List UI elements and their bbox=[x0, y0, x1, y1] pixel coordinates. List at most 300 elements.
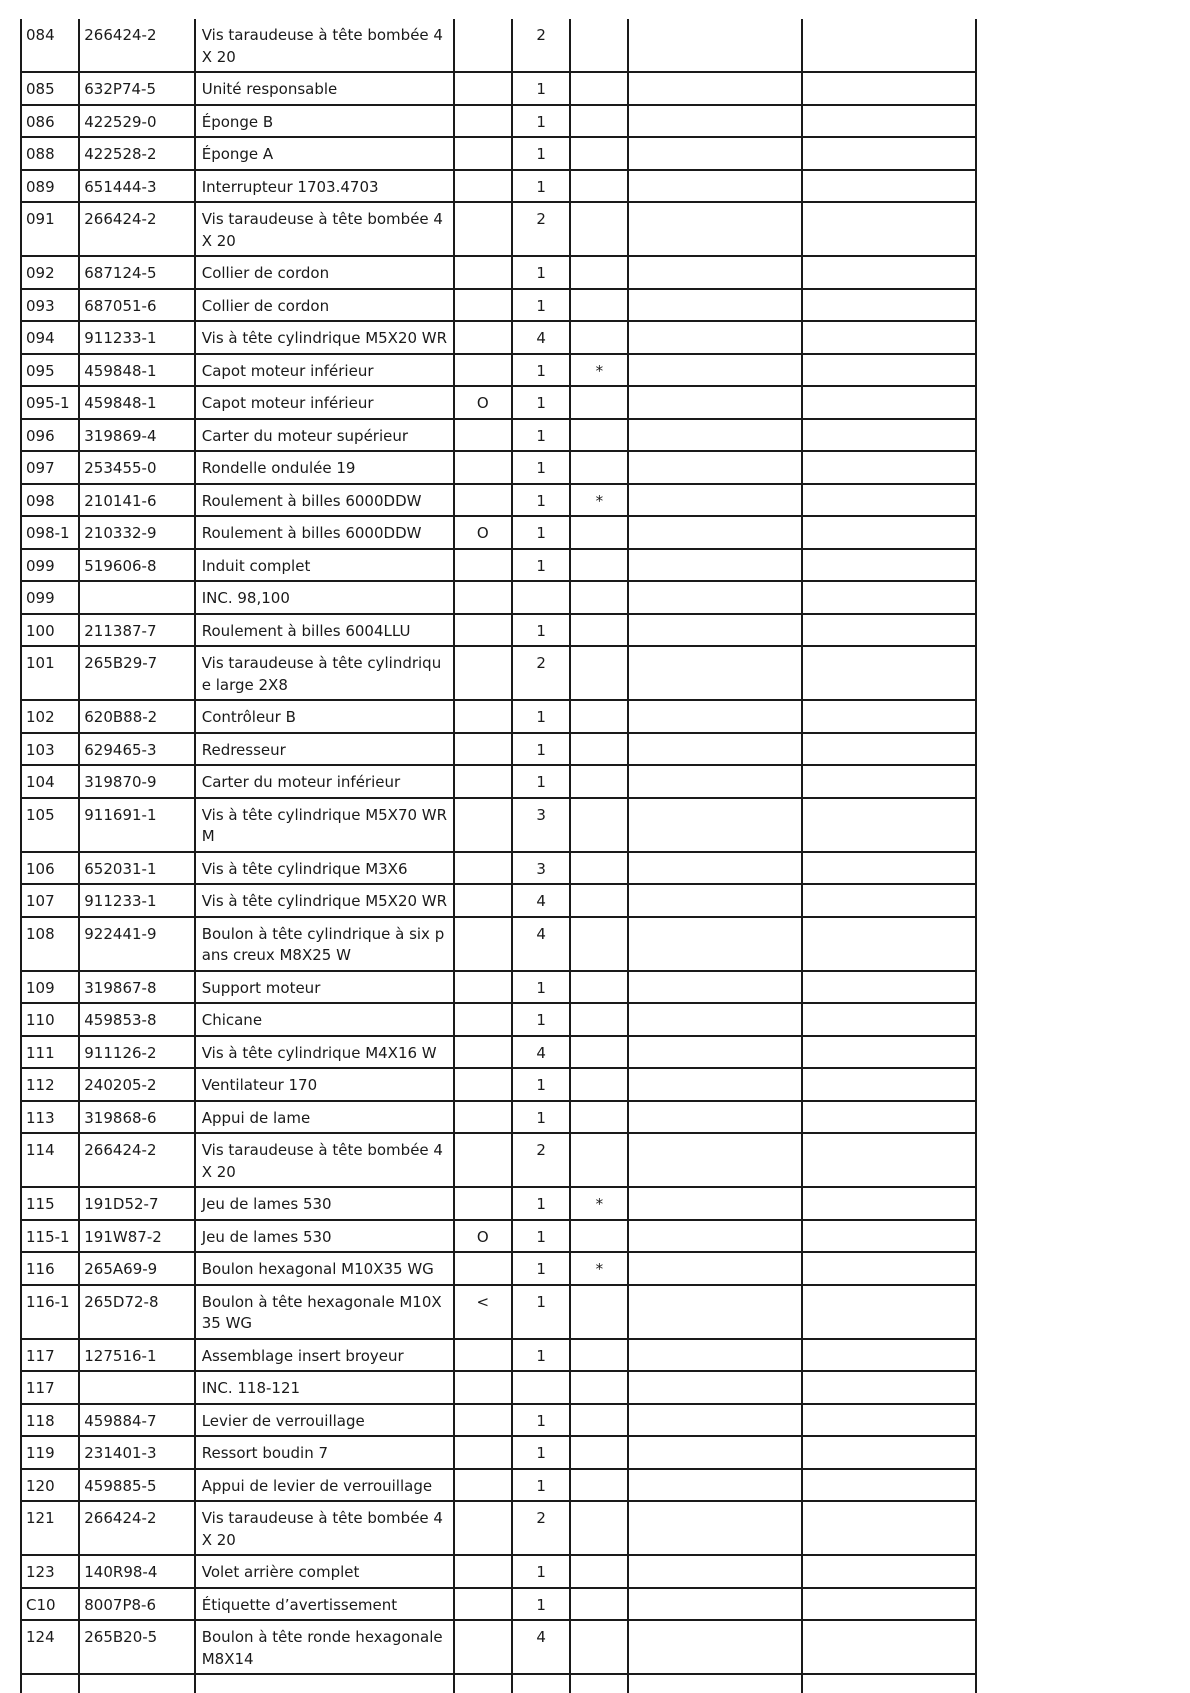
empty-cell bbox=[628, 386, 802, 419]
description-cell bbox=[195, 202, 454, 256]
asterisk-cell bbox=[570, 1068, 628, 1101]
description-cell bbox=[195, 917, 454, 971]
part-number-cell: 911691-1 bbox=[79, 798, 194, 852]
indicator-cell bbox=[454, 484, 512, 517]
part-number-cell: 265D72-8 bbox=[79, 1285, 194, 1339]
empty-cell bbox=[802, 1187, 976, 1220]
asterisk-cell bbox=[570, 451, 628, 484]
table-row bbox=[21, 646, 976, 700]
quantity-cell: 4 bbox=[512, 884, 570, 917]
indicator-cell bbox=[454, 614, 512, 647]
description-cell bbox=[195, 700, 454, 733]
description-cell bbox=[195, 581, 454, 614]
quantity-cell: 1 bbox=[512, 1588, 570, 1621]
description-cell bbox=[195, 614, 454, 647]
quantity-cell: 1 bbox=[512, 733, 570, 766]
part-number-cell: 422529-0 bbox=[79, 105, 194, 138]
asterisk-cell: * bbox=[570, 484, 628, 517]
item-number-cell: 091 bbox=[21, 202, 79, 256]
table-row bbox=[21, 451, 976, 484]
empty-cell bbox=[628, 700, 802, 733]
indicator-cell bbox=[454, 646, 512, 700]
table-row bbox=[21, 1501, 976, 1555]
description-cell bbox=[195, 733, 454, 766]
description-cell bbox=[195, 1068, 454, 1101]
part-number-cell: 911233-1 bbox=[79, 321, 194, 354]
empty-cell bbox=[628, 917, 802, 971]
table-row bbox=[21, 1620, 976, 1674]
item-number-cell: 095-1 bbox=[21, 386, 79, 419]
description-cell bbox=[195, 321, 454, 354]
item-number-cell: 096 bbox=[21, 419, 79, 452]
description-text: Éponge A bbox=[201, 145, 274, 163]
empty-cell bbox=[802, 581, 976, 614]
part-number-cell: 422528-2 bbox=[79, 137, 194, 170]
empty-cell bbox=[802, 1469, 976, 1502]
asterisk-cell bbox=[570, 700, 628, 733]
quantity-cell: 1 bbox=[512, 614, 570, 647]
description-text: Boulon à tête hexagonale M10X35 WG bbox=[201, 1292, 442, 1332]
indicator-cell bbox=[454, 884, 512, 917]
empty-cell bbox=[628, 1436, 802, 1469]
empty-cell bbox=[802, 170, 976, 203]
empty-cell bbox=[802, 516, 976, 549]
empty-cell bbox=[628, 1187, 802, 1220]
empty-cell bbox=[802, 1501, 976, 1555]
part-number-cell bbox=[79, 1371, 194, 1404]
empty-cell bbox=[628, 451, 802, 484]
empty-cell bbox=[628, 1588, 802, 1621]
table-row bbox=[21, 386, 976, 419]
description-cell bbox=[195, 72, 454, 105]
table-row bbox=[21, 202, 976, 256]
empty-cell bbox=[628, 1555, 802, 1588]
item-number-cell: 088 bbox=[21, 137, 79, 170]
part-number-cell: 687051-6 bbox=[79, 289, 194, 322]
empty-cell bbox=[802, 917, 976, 971]
description-text: Vis à tête cylindrique M5X20 WR bbox=[201, 329, 448, 347]
empty-cell bbox=[802, 1404, 976, 1437]
part-number-cell: 632P74-5 bbox=[79, 72, 194, 105]
table-row bbox=[21, 72, 976, 105]
empty-cell bbox=[628, 1501, 802, 1555]
indicator-cell bbox=[454, 1036, 512, 1069]
empty-cell bbox=[802, 1620, 976, 1674]
quantity-cell: 2 bbox=[512, 646, 570, 700]
description-text: Boulon à tête cylindrique à six pans creux M8X25 W bbox=[201, 924, 445, 964]
part-number-cell: 210141-6 bbox=[79, 484, 194, 517]
description-text: Roulement à billes 6000DDW bbox=[201, 524, 422, 542]
quantity-cell: 1 bbox=[512, 419, 570, 452]
empty-cell bbox=[628, 1404, 802, 1437]
indicator-cell bbox=[454, 971, 512, 1004]
item-number-cell: C10 bbox=[21, 1588, 79, 1621]
empty-cell bbox=[628, 1285, 802, 1339]
part-number-cell: 319869-4 bbox=[79, 419, 194, 452]
asterisk-cell bbox=[570, 1501, 628, 1555]
indicator-cell bbox=[454, 765, 512, 798]
part-number-cell: 231401-3 bbox=[79, 1436, 194, 1469]
item-number-cell: 103 bbox=[21, 733, 79, 766]
part-number-cell: 191W87-2 bbox=[79, 1220, 194, 1253]
table-row bbox=[21, 1674, 976, 1693]
indicator-cell bbox=[454, 354, 512, 387]
table-row bbox=[21, 321, 976, 354]
item-number-cell: 107 bbox=[21, 884, 79, 917]
item-number-cell: 093 bbox=[21, 289, 79, 322]
item-number-cell: 116-1 bbox=[21, 1285, 79, 1339]
item-number-cell: 112 bbox=[21, 1068, 79, 1101]
asterisk-cell bbox=[570, 516, 628, 549]
quantity-cell: 1 bbox=[512, 1068, 570, 1101]
item-number-cell: 098 bbox=[21, 484, 79, 517]
table-row bbox=[21, 354, 976, 387]
empty-cell bbox=[628, 646, 802, 700]
description-text: Contrôleur B bbox=[201, 708, 296, 726]
empty-cell bbox=[802, 105, 976, 138]
description-text: Appui de lame bbox=[201, 1108, 311, 1127]
indicator-cell bbox=[454, 1068, 512, 1101]
empty-cell bbox=[802, 1003, 976, 1036]
indicator-cell bbox=[454, 72, 512, 105]
table-row bbox=[21, 733, 976, 766]
item-number-cell: 092 bbox=[21, 256, 79, 289]
asterisk-cell bbox=[570, 170, 628, 203]
quantity-cell: 1 bbox=[512, 1003, 570, 1036]
quantity-cell: 1 bbox=[512, 72, 570, 105]
description-text: Roulement à billes 6004LLU bbox=[201, 621, 411, 640]
quantity-cell: 1 bbox=[512, 765, 570, 798]
asterisk-cell bbox=[570, 1036, 628, 1069]
description-text: Collier de cordon bbox=[201, 264, 330, 282]
empty-cell bbox=[628, 202, 802, 256]
empty-cell bbox=[802, 321, 976, 354]
quantity-cell bbox=[512, 581, 570, 614]
description-cell bbox=[195, 1133, 454, 1187]
indicator-cell bbox=[454, 419, 512, 452]
item-number-cell: 115-1 bbox=[21, 1220, 79, 1253]
empty-cell bbox=[802, 884, 976, 917]
empty-cell bbox=[802, 289, 976, 322]
item-number-cell: 113 bbox=[21, 1101, 79, 1134]
asterisk-cell bbox=[570, 1101, 628, 1134]
empty-cell bbox=[802, 1339, 976, 1372]
part-number-cell: 211387-7 bbox=[79, 614, 194, 647]
description-cell bbox=[195, 1101, 454, 1134]
asterisk-cell bbox=[570, 289, 628, 322]
table-row bbox=[21, 884, 976, 917]
part-number-cell: 127516-1 bbox=[79, 1339, 194, 1372]
item-number-cell: 098-1 bbox=[21, 516, 79, 549]
empty-cell bbox=[628, 1339, 802, 1372]
indicator-cell bbox=[454, 321, 512, 354]
quantity-cell: 1 bbox=[512, 1220, 570, 1253]
asterisk-cell bbox=[570, 646, 628, 700]
description-text: Étiquette d’avertissement bbox=[201, 1595, 398, 1614]
table-row bbox=[21, 1436, 976, 1469]
indicator-cell bbox=[454, 1101, 512, 1134]
item-number-cell: 099 bbox=[21, 549, 79, 582]
empty-cell bbox=[628, 1068, 802, 1101]
part-number-cell: 8007P8-6 bbox=[79, 1588, 194, 1621]
table-row bbox=[21, 1371, 976, 1404]
description-cell bbox=[195, 19, 454, 72]
quantity-cell: 1 bbox=[512, 484, 570, 517]
empty-cell bbox=[628, 484, 802, 517]
description-cell bbox=[195, 1036, 454, 1069]
quantity-cell: 2 bbox=[512, 1501, 570, 1555]
asterisk-cell bbox=[570, 1003, 628, 1036]
part-number-cell: 519606-8 bbox=[79, 549, 194, 582]
empty-cell bbox=[628, 1101, 802, 1134]
part-number-cell: 240205-2 bbox=[79, 1068, 194, 1101]
asterisk-cell bbox=[570, 386, 628, 419]
part-number-cell: 459848-1 bbox=[79, 386, 194, 419]
quantity-cell: 4 bbox=[512, 321, 570, 354]
indicator-cell bbox=[454, 798, 512, 852]
description-text: Jeu de lames 530 bbox=[201, 1195, 332, 1213]
part-number-cell: 319870-9 bbox=[79, 765, 194, 798]
indicator-cell bbox=[454, 1371, 512, 1404]
description-text: Volet arrière complet bbox=[201, 1563, 360, 1581]
part-number-cell: 140R98-4 bbox=[79, 1555, 194, 1588]
table-row bbox=[21, 289, 976, 322]
description-cell bbox=[195, 549, 454, 582]
description-cell bbox=[195, 1501, 454, 1555]
empty-cell bbox=[628, 1674, 802, 1693]
description-cell bbox=[195, 484, 454, 517]
table-row bbox=[21, 1588, 976, 1621]
description-text: Vis taraudeuse à tête bombée 4X 20 bbox=[201, 26, 443, 66]
item-number-cell: 123 bbox=[21, 1555, 79, 1588]
description-text: Ventilateur 170 bbox=[201, 1076, 318, 1094]
empty-cell bbox=[802, 549, 976, 582]
indicator-cell bbox=[454, 1555, 512, 1588]
description-cell bbox=[195, 852, 454, 885]
indicator-cell bbox=[454, 549, 512, 582]
empty-cell bbox=[628, 1036, 802, 1069]
part-number-cell: 629465-3 bbox=[79, 733, 194, 766]
empty-cell bbox=[628, 354, 802, 387]
description-cell bbox=[195, 798, 454, 852]
item-number-cell: 115 bbox=[21, 1187, 79, 1220]
asterisk-cell bbox=[570, 614, 628, 647]
indicator-cell bbox=[454, 1469, 512, 1502]
asterisk-cell bbox=[570, 1469, 628, 1502]
empty-cell bbox=[628, 419, 802, 452]
description-text: Vis à tête cylindrique M3X6 bbox=[201, 859, 408, 878]
item-number-cell: 105 bbox=[21, 798, 79, 852]
table-row bbox=[21, 1339, 976, 1372]
description-text: Vis à tête cylindrique M5X70 WR M bbox=[201, 805, 448, 845]
asterisk-cell bbox=[570, 1371, 628, 1404]
empty-cell bbox=[628, 798, 802, 852]
table-row bbox=[21, 1252, 976, 1285]
asterisk-cell bbox=[570, 549, 628, 582]
empty-cell bbox=[802, 354, 976, 387]
description-cell bbox=[195, 289, 454, 322]
indicator-cell bbox=[454, 733, 512, 766]
description-text: Vis à tête cylindrique M5X20 WR bbox=[201, 892, 448, 910]
part-number-cell: 687124-5 bbox=[79, 256, 194, 289]
table-row bbox=[21, 1469, 976, 1502]
item-number-cell: 124 bbox=[21, 1620, 79, 1674]
item-number-cell: 095 bbox=[21, 354, 79, 387]
description-text: Jeu de lames 530 bbox=[201, 1227, 332, 1246]
asterisk-cell bbox=[570, 1588, 628, 1621]
indicator-cell bbox=[454, 451, 512, 484]
item-number-cell: 117 bbox=[21, 1371, 79, 1404]
quantity-cell: 2 bbox=[512, 19, 570, 72]
empty-cell bbox=[802, 1068, 976, 1101]
item-number-cell: 084 bbox=[21, 19, 79, 72]
empty-cell bbox=[802, 1285, 976, 1339]
empty-cell bbox=[628, 884, 802, 917]
empty-cell bbox=[628, 1469, 802, 1502]
quantity-cell: 1 bbox=[512, 289, 570, 322]
empty-cell bbox=[628, 549, 802, 582]
item-number-cell: 097 bbox=[21, 451, 79, 484]
description-cell bbox=[195, 1285, 454, 1339]
item-number-cell: 109 bbox=[21, 971, 79, 1004]
asterisk-cell bbox=[570, 733, 628, 766]
part-number-cell: 620B88-2 bbox=[79, 700, 194, 733]
part-number-cell: 459884-7 bbox=[79, 1404, 194, 1437]
table-row bbox=[21, 765, 976, 798]
quantity-cell: 1 bbox=[512, 354, 570, 387]
description-cell bbox=[195, 256, 454, 289]
empty-cell bbox=[628, 1620, 802, 1674]
description-text: Chicane bbox=[201, 1011, 263, 1029]
quantity-cell: 1 bbox=[512, 971, 570, 1004]
asterisk-cell bbox=[570, 852, 628, 885]
item-number-cell: 120 bbox=[21, 1469, 79, 1502]
indicator-cell bbox=[454, 1003, 512, 1036]
description-cell bbox=[195, 1404, 454, 1437]
part-number-cell: 911126-2 bbox=[79, 1036, 194, 1069]
part-number-cell bbox=[79, 581, 194, 614]
indicator-cell bbox=[454, 1588, 512, 1621]
indicator-cell bbox=[454, 852, 512, 885]
table-row bbox=[21, 1285, 976, 1339]
description-text: Levier de verrouillage bbox=[201, 1411, 365, 1430]
asterisk-cell bbox=[570, 202, 628, 256]
indicator-cell bbox=[454, 256, 512, 289]
part-number-cell: 459848-1 bbox=[79, 354, 194, 387]
empty-cell bbox=[628, 581, 802, 614]
table-row bbox=[21, 1404, 976, 1437]
parts-list-body bbox=[21, 19, 976, 1693]
quantity-cell: 1 bbox=[512, 1187, 570, 1220]
indicator-cell bbox=[454, 917, 512, 971]
description-text: Carter du moteur supérieur bbox=[201, 426, 409, 445]
description-cell bbox=[195, 1620, 454, 1674]
part-number-cell: 319868-6 bbox=[79, 1101, 194, 1134]
empty-cell bbox=[802, 1371, 976, 1404]
description-cell bbox=[195, 1588, 454, 1621]
quantity-cell: 4 bbox=[512, 1620, 570, 1674]
empty-cell bbox=[628, 170, 802, 203]
item-number-cell: 119 bbox=[21, 1436, 79, 1469]
description-text: Support moteur bbox=[201, 978, 321, 997]
empty-cell bbox=[628, 1003, 802, 1036]
table-row bbox=[21, 581, 976, 614]
indicator-cell bbox=[454, 1339, 512, 1372]
asterisk-cell bbox=[570, 798, 628, 852]
quantity-cell: 3 bbox=[512, 852, 570, 885]
description-cell bbox=[195, 1187, 454, 1220]
empty-cell bbox=[802, 700, 976, 733]
table-row bbox=[21, 614, 976, 647]
empty-cell bbox=[802, 484, 976, 517]
asterisk-cell bbox=[570, 1220, 628, 1253]
table-row bbox=[21, 1068, 976, 1101]
empty-cell bbox=[802, 1555, 976, 1588]
empty-cell bbox=[802, 72, 976, 105]
asterisk-cell bbox=[570, 971, 628, 1004]
description-cell bbox=[195, 451, 454, 484]
asterisk-cell bbox=[570, 1404, 628, 1437]
description-text: Vis taraudeuse à tête bombée 4X 20 bbox=[201, 210, 443, 250]
description-cell bbox=[195, 419, 454, 452]
item-number-cell: 085 bbox=[21, 72, 79, 105]
asterisk-cell bbox=[570, 1285, 628, 1339]
quantity-cell: 1 bbox=[512, 1285, 570, 1339]
part-number-cell: 651444-3 bbox=[79, 170, 194, 203]
part-number-cell bbox=[79, 1674, 194, 1693]
quantity-cell: 1 bbox=[512, 105, 570, 138]
part-number-cell: 266424-2 bbox=[79, 202, 194, 256]
table-row bbox=[21, 256, 976, 289]
description-text: Rondelle ondulée 19 bbox=[201, 459, 356, 477]
empty-cell bbox=[628, 1133, 802, 1187]
table-row bbox=[21, 1555, 976, 1588]
table-row bbox=[21, 419, 976, 452]
indicator-cell bbox=[454, 1133, 512, 1187]
part-number-cell: 266424-2 bbox=[79, 19, 194, 72]
item-number-cell: 099 bbox=[21, 581, 79, 614]
description-cell bbox=[195, 386, 454, 419]
description-text: Boulon hexagonal M10X35 WG bbox=[201, 1260, 434, 1278]
asterisk-cell bbox=[570, 256, 628, 289]
empty-cell bbox=[802, 852, 976, 885]
asterisk-cell bbox=[570, 19, 628, 72]
part-number-cell: 191D52-7 bbox=[79, 1187, 194, 1220]
indicator-cell bbox=[454, 1501, 512, 1555]
asterisk-cell bbox=[570, 581, 628, 614]
description-cell bbox=[195, 1003, 454, 1036]
empty-cell bbox=[802, 137, 976, 170]
table-row bbox=[21, 1187, 976, 1220]
item-number-cell: 116 bbox=[21, 1252, 79, 1285]
empty-cell bbox=[802, 419, 976, 452]
part-number-cell: 319867-8 bbox=[79, 971, 194, 1004]
quantity-cell: 1 bbox=[512, 1469, 570, 1502]
asterisk-cell: * bbox=[570, 1252, 628, 1285]
item-number-cell: 111 bbox=[21, 1036, 79, 1069]
part-number-cell: 265B20-5 bbox=[79, 1620, 194, 1674]
item-number-cell: 108 bbox=[21, 917, 79, 971]
table-row bbox=[21, 1036, 976, 1069]
asterisk-cell: * bbox=[570, 354, 628, 387]
indicator-cell: < bbox=[454, 1285, 512, 1339]
quantity-cell: 1 bbox=[512, 1436, 570, 1469]
quantity-cell: 4 bbox=[512, 917, 570, 971]
table-row bbox=[21, 1101, 976, 1134]
empty-cell bbox=[628, 971, 802, 1004]
empty-cell bbox=[628, 852, 802, 885]
asterisk-cell bbox=[570, 1436, 628, 1469]
